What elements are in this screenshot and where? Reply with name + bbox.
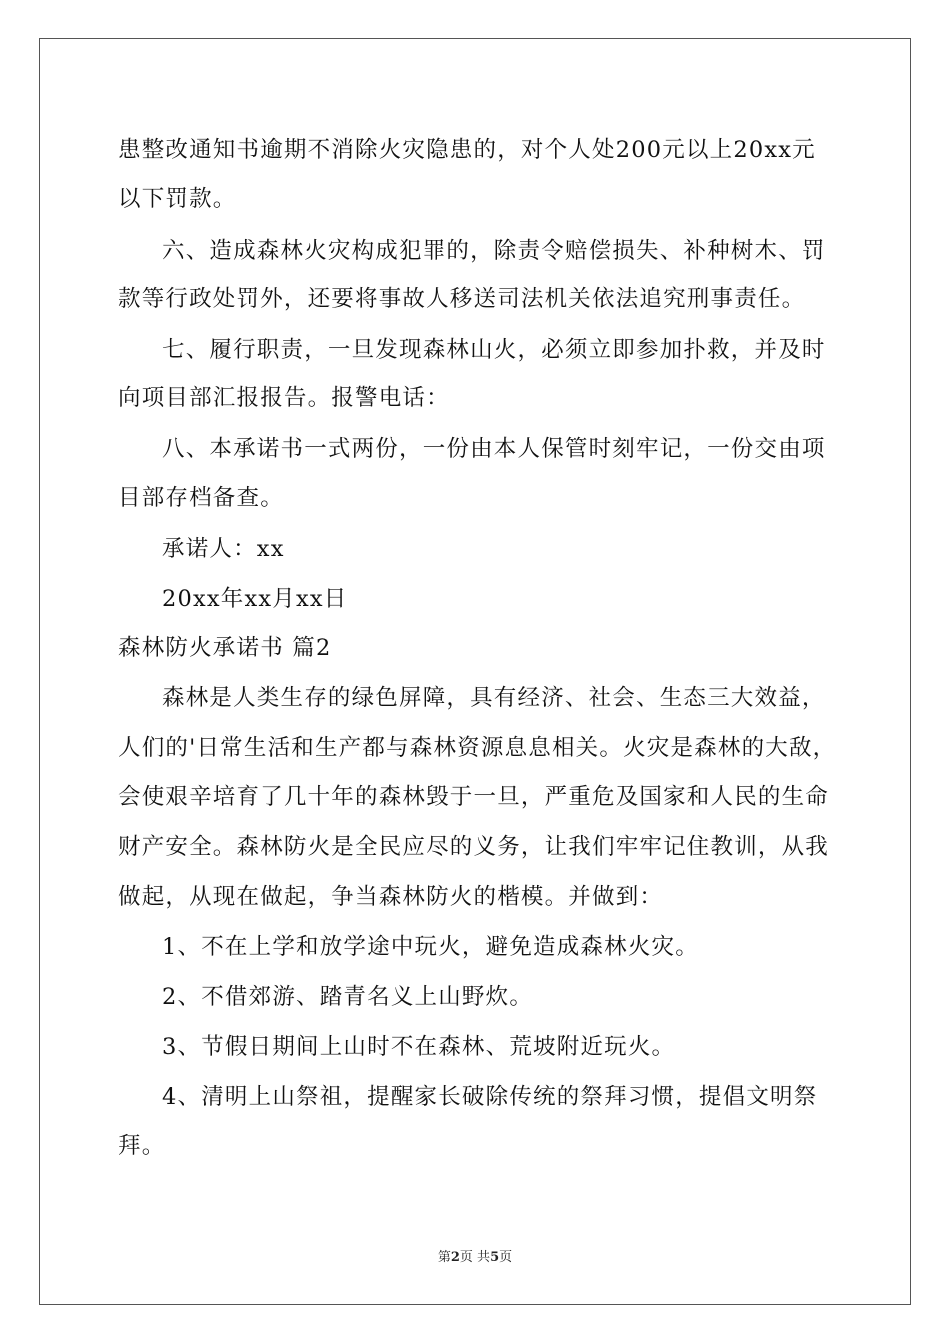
- paragraph-line: 患整改通知书逾期不消除火灾隐患的，对个人处200元以上20xx元: [118, 137, 816, 163]
- paragraph-line: 向项目部汇报报告。报警电话：: [118, 385, 450, 411]
- paragraph-line: 七、履行职责，一旦发现森林山火，必须立即参加扑救，并及时: [162, 337, 826, 363]
- paragraph-line: 八、本承诺书一式两份，一份由本人保管时刻牢记，一份交由项: [162, 436, 826, 462]
- signatory-line: 承诺人：xx: [162, 536, 285, 562]
- list-item: 2、不借郊游、踏青名义上山野炊。: [162, 984, 534, 1010]
- paragraph-line: 款等行政处罚外，还要将事故人移送司法机关依法追究刑事责任。: [118, 286, 806, 312]
- paragraph-line: 财产安全。森林防火是全民应尽的义务，让我们牢牢记住教训，从我: [118, 834, 830, 860]
- paragraph-line: 人们的'日常生活和生产都与森林资源息息相关。火灾是森林的大敌，: [118, 735, 837, 761]
- page-number: [0, 1250, 950, 1266]
- total-pages: 5: [490, 1250, 500, 1265]
- date-line: 20xx年xx月xx日: [162, 586, 348, 612]
- page-border: [39, 38, 911, 1305]
- paragraph-line: 目部存档备查。: [118, 485, 284, 511]
- section-heading: 森林防火承诺书 篇2: [118, 635, 332, 661]
- page-mid: 页 共: [459, 1250, 491, 1265]
- list-item: 1、不在上学和放学途中玩火，避免造成森林火灾。: [162, 934, 699, 960]
- list-item: 4、清明上山祭祖，提醒家长破除传统的祭拜习惯，提倡文明祭: [162, 1084, 818, 1110]
- list-item-continuation: 拜。: [118, 1133, 166, 1159]
- paragraph-line: 会使艰辛培育了几十年的森林毁于一旦，严重危及国家和人民的生命: [118, 784, 830, 810]
- page-suffix: 页: [499, 1250, 513, 1265]
- paragraph-line: 六、造成森林火灾构成犯罪的，除责令赔偿损失、补种树木、罚: [162, 238, 826, 264]
- paragraph-line: 以下罚款。: [118, 186, 237, 212]
- list-item: 3、节假日期间上山时不在森林、荒坡附近玩火。: [162, 1034, 676, 1060]
- current-page: 2: [450, 1250, 460, 1265]
- paragraph-line: 做起，从现在做起，争当森林防火的楷模。并做到：: [118, 884, 664, 910]
- page-prefix: 第: [437, 1250, 451, 1265]
- paragraph-line: 森林是人类生存的绿色屏障，具有经济、社会、生态三大效益，: [162, 685, 826, 711]
